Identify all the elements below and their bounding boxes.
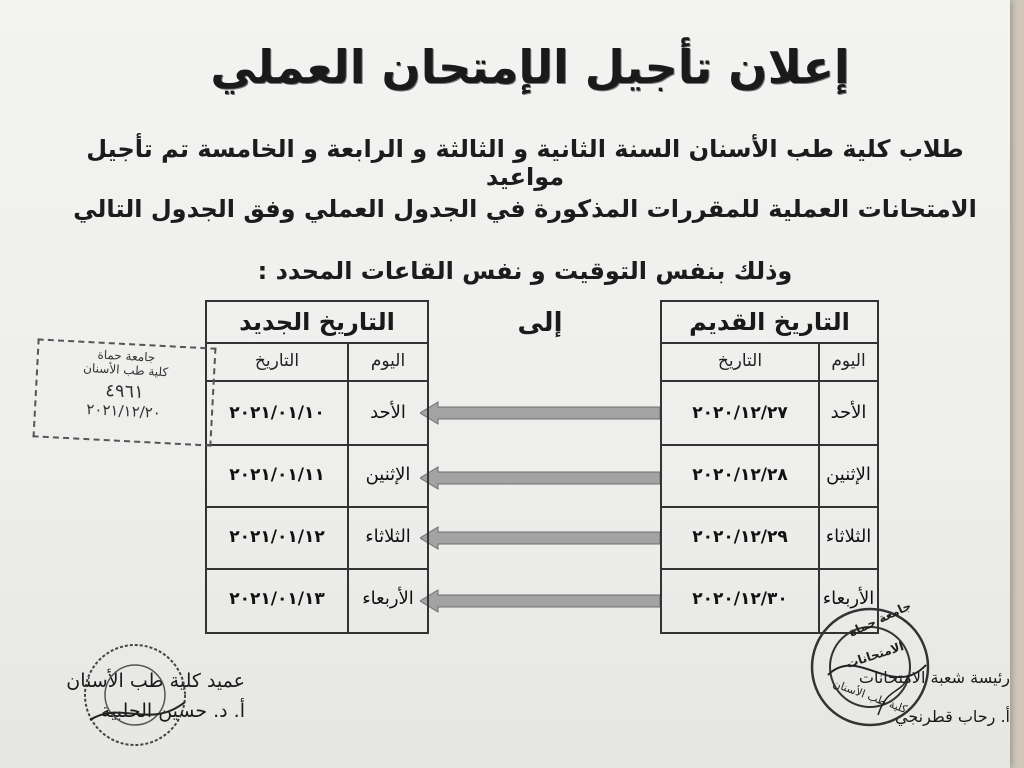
old-row-date: ٢٠٢٠/١٢/٢٩	[692, 527, 788, 547]
new-table-body	[207, 382, 427, 632]
table-row	[207, 382, 427, 446]
table-row	[207, 568, 427, 630]
new-table-subheader	[207, 342, 427, 382]
to-label: إلى	[517, 308, 563, 338]
left-arrow-icon	[420, 465, 660, 491]
new-row-day: الثلاثاء	[365, 526, 411, 547]
exams-head-name: أ. رحاب قطرنجي	[895, 707, 1010, 726]
old-row-date: ٢٠٢٠/١٢/٢٨	[692, 465, 788, 485]
old-table-subheader	[662, 342, 877, 382]
stamp-line-1: جامعة حماة	[97, 347, 156, 365]
dean-round-seal	[80, 640, 190, 750]
notice-line-3: وذلك بنفس التوقيت و نفس القاعات المحدد :	[257, 257, 793, 285]
new-row-day: الأحد	[370, 402, 406, 423]
seal-faculty-text: كلية طب الأسنان	[831, 677, 909, 716]
old-row-day: الإثنين	[826, 464, 871, 485]
stamp-date: ٢٠٢١/١٢/٢٠	[85, 400, 162, 422]
table-row	[662, 382, 877, 446]
new-row-date: ٢٠٢١/٠١/١١	[229, 465, 325, 485]
notice-title: إعلان تأجيل الإمتحان العملي	[210, 40, 850, 94]
new-row-date: ٢٠٢١/٠١/١٣	[229, 589, 325, 609]
new-row-day: الأربعاء	[362, 588, 414, 609]
old-col-day: اليوم	[831, 351, 866, 371]
notice-line-2: الامتحانات العملية للمقررات المذكورة في الجدول العملي وفق الجدول التالي	[73, 195, 977, 223]
new-col-day: اليوم	[370, 351, 406, 371]
dean-name: أ. د. حسين الحلبية	[100, 700, 245, 722]
exams-head-title: رئيسة شعبة الامتحانات	[858, 668, 1010, 687]
new-date-table	[205, 300, 429, 634]
notice-line-1: طلاب كلية طب الأسنان السنة الثانية و الثالثة و الرابعة و الخامسة تم تأجيل مواعيد	[86, 135, 964, 191]
registry-stamp	[33, 338, 217, 446]
new-row-date: ٢٠٢١/٠١/١٠	[229, 403, 325, 423]
seal-center-text: الامتحانات	[844, 639, 906, 671]
old-row-day: الأحد	[830, 402, 867, 423]
table-row	[662, 506, 877, 570]
new-table-title: التاريخ الجديد	[207, 302, 427, 344]
new-row-date: ٢٠٢١/٠١/١٢	[229, 527, 325, 547]
stamp-number: ٤٩٦١	[104, 380, 145, 403]
table-row	[662, 444, 877, 508]
old-table-body	[662, 382, 877, 632]
old-row-date: ٢٠٢٠/١٢/٢٧	[692, 403, 788, 423]
old-row-day: الثلاثاء	[825, 526, 872, 547]
old-table-title: التاريخ القديم	[662, 302, 877, 344]
new-col-date: التاريخ	[254, 351, 300, 371]
dean-title: عميد كلية طب الأسنان	[66, 670, 245, 692]
old-col-date: التاريخ	[717, 351, 763, 371]
left-arrow-icon	[420, 525, 660, 551]
stamp-line-2: كلية طب الأسنان	[82, 360, 169, 380]
old-row-date: ٢٠٢٠/١٢/٣٠	[692, 589, 788, 609]
old-date-table	[660, 300, 879, 634]
table-row	[207, 506, 427, 570]
left-arrow-icon	[420, 400, 660, 426]
seal-university-text: جامعة حماة	[846, 598, 914, 640]
left-arrow-icon	[420, 588, 660, 614]
old-row-day: الأربعاء	[822, 588, 875, 609]
table-row	[207, 444, 427, 508]
new-row-day: الإثنين	[365, 464, 411, 485]
